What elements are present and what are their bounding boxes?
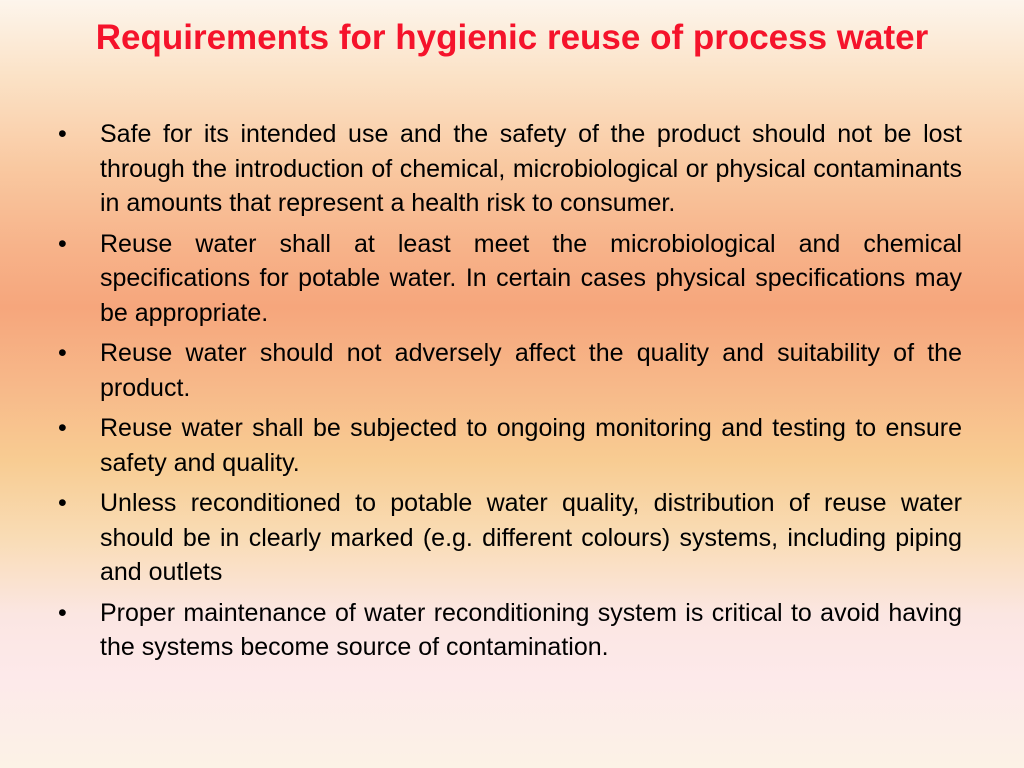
bullet-list [0,117,1024,671]
bullet-item [0,411,1024,480]
slide-title: Requirements for hygienic reuse of process water [95,18,929,57]
bullet-text: Reuse water shall at least meet the microbiological and chemical specifications for potable water. In certain cases physical specifications may be appropriate. [100,229,962,327]
bullet-item [0,596,1024,665]
bullet-icon: • [58,120,67,148]
bullet-text: Proper maintenance of water reconditioning system is critical to avoid having the systems become source of contamination. [100,598,962,661]
bullet-text: Safe for its intended use and the safety of the product should not be lost through the introduction of chemical, microbiological or physical contaminants in amounts that represent a health risk to consumer. [100,120,962,217]
bullet-item [0,227,1024,331]
bullet-icon: • [58,489,67,517]
bullet-icon: • [58,339,67,367]
bullet-item [0,486,1024,590]
bullet-item [0,117,1024,221]
bullet-icon: • [58,229,67,258]
bullet-icon: • [58,598,67,627]
bullet-icon: • [58,414,67,442]
bullet-text: Unless reconditioned to potable water quality, distribution of reuse water should be in clearly marked (e.g. different colours) systems, including piping and outlets [100,489,962,586]
bullet-text: Reuse water should not adversely affect the quality and suitability of the product. [100,339,962,402]
bullet-item [0,336,1024,405]
bullet-text: Reuse water shall be subjected to ongoing monitoring and testing to ensure safety and quality. [100,414,962,477]
